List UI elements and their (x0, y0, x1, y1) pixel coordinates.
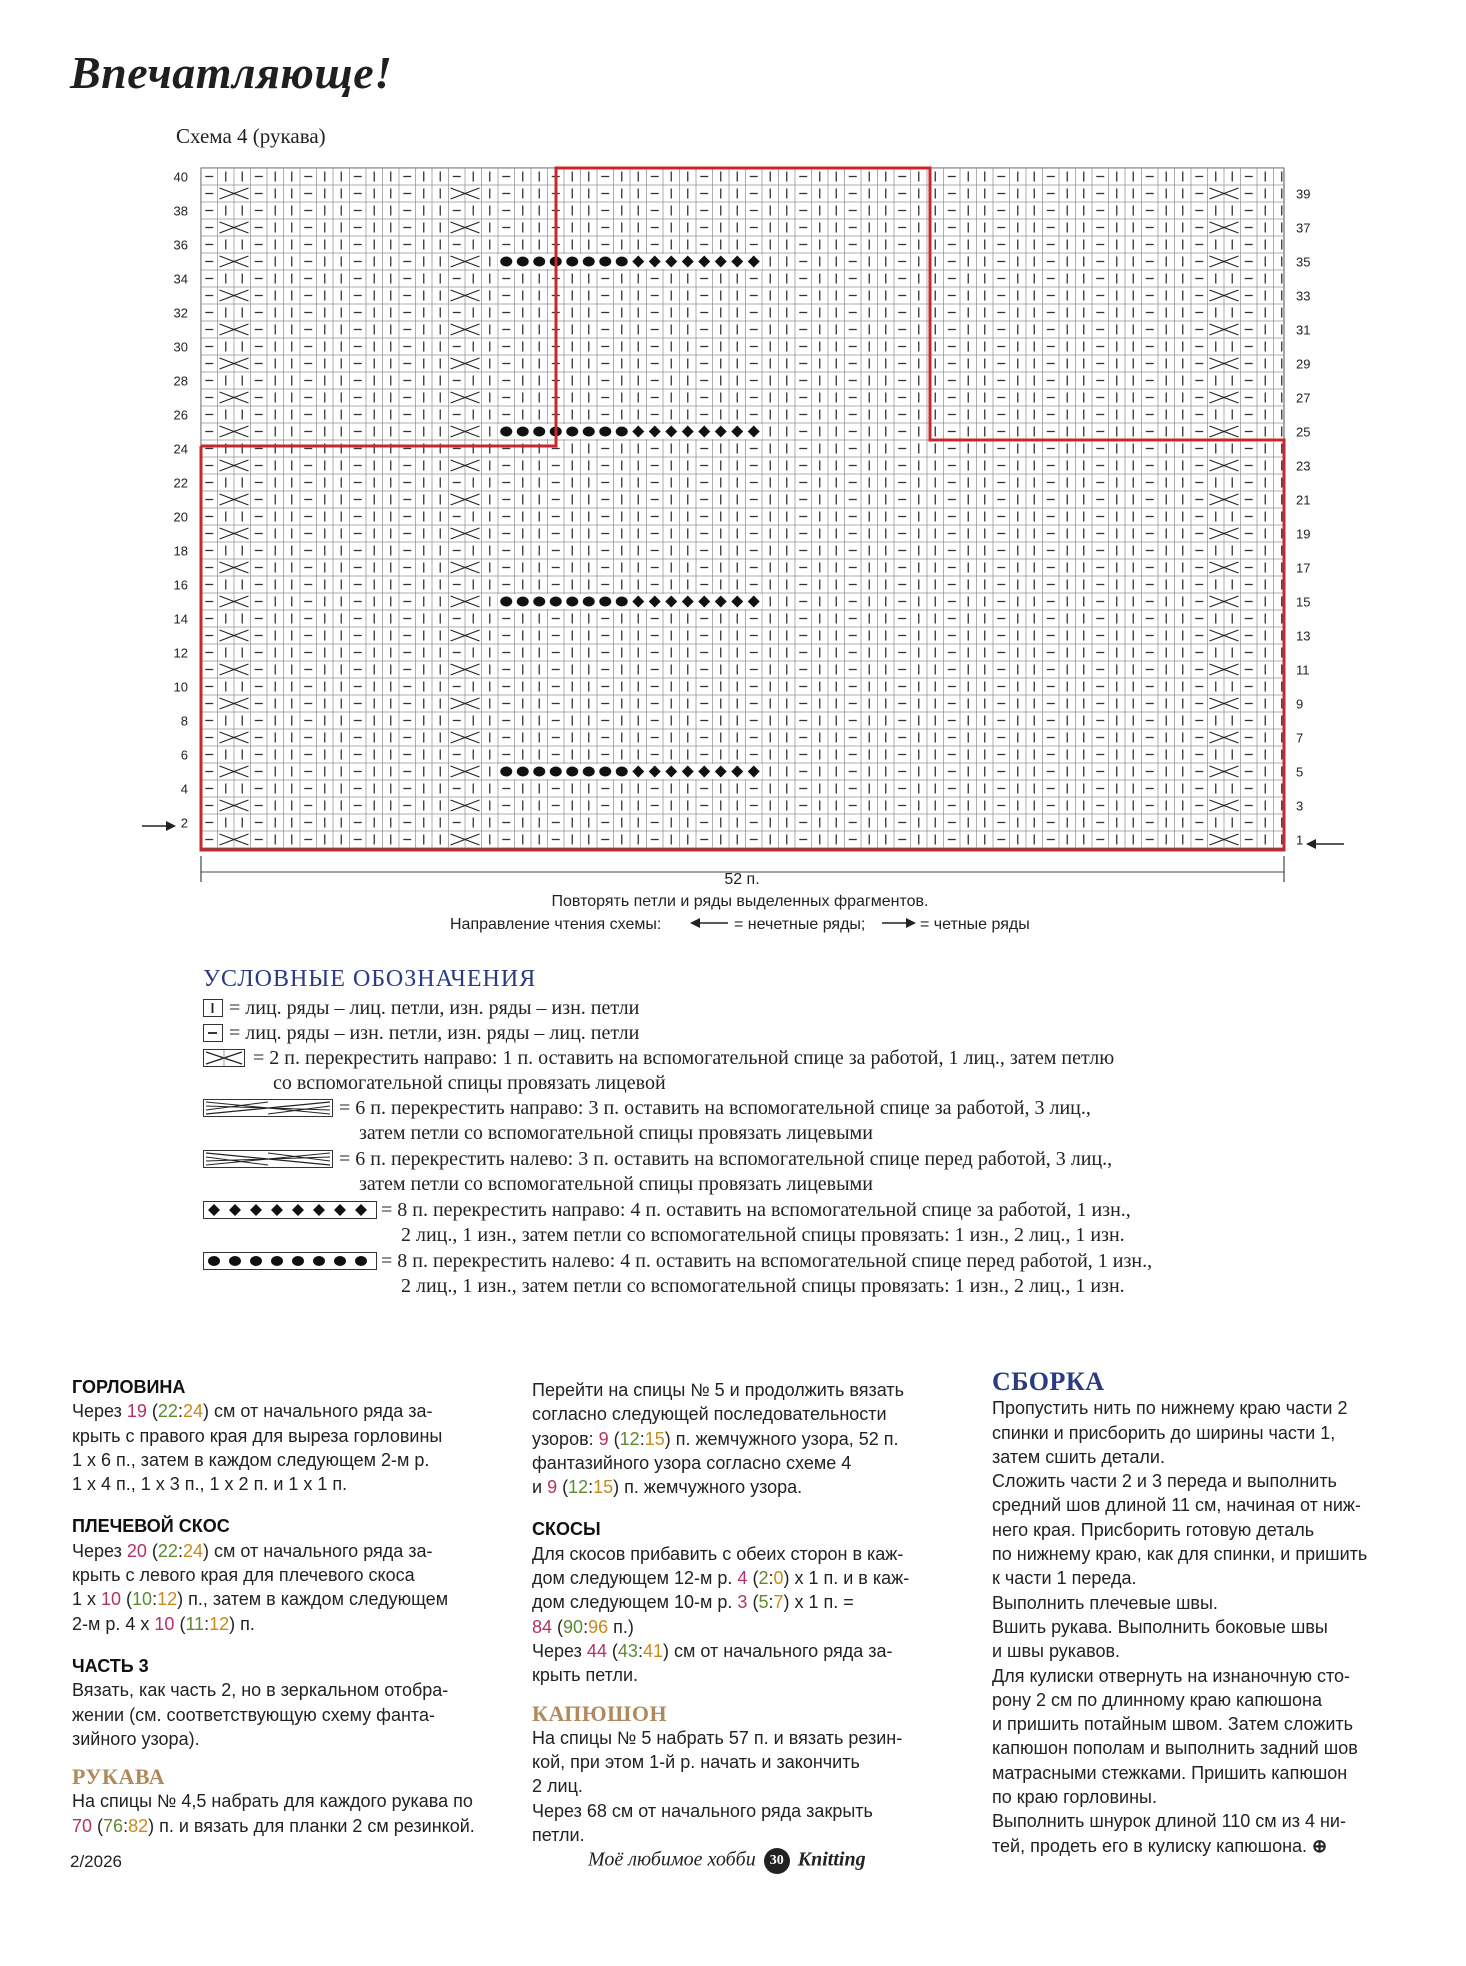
cable-left-bobble (583, 427, 595, 437)
paragraph-line: Выполнить шнурок длиной 110 см из 4 ни- (992, 1811, 1346, 1832)
cable-left-bobble (566, 257, 578, 267)
cable-left-bobble (500, 427, 512, 437)
cable-left-bobble (583, 767, 595, 777)
row-number: 4 (180, 781, 188, 797)
paragraph-line: петли. (532, 1825, 585, 1846)
row-number: 15 (1296, 594, 1311, 610)
paragraph-line: средний шов длиной 11 см, начиная от ниж- (992, 1495, 1361, 1516)
row-number: 26 (173, 407, 188, 423)
paragraph-line: 2 лиц. (532, 1776, 583, 1797)
row-number: 28 (173, 373, 188, 389)
section-title-rukava: РУКАВА (72, 1764, 166, 1790)
paragraph-line: тей, продеть его в кулиску капюшона. ⊕ (992, 1835, 1328, 1856)
row-number: 24 (173, 441, 188, 457)
footer-magazine (588, 1848, 866, 1874)
row-number: 31 (1296, 322, 1311, 338)
cable-left-bobble (599, 767, 611, 777)
cable-left-bobble (566, 767, 578, 777)
paragraph-line: согласно следующей последовательности (532, 1404, 887, 1425)
row-number: 10 (173, 679, 188, 695)
paragraph-line: дом следующем 10-м р. 3 (5:7) х 1 п. = (532, 1592, 854, 1613)
cable-left-bobble (517, 597, 529, 607)
cable-left-bobble (517, 427, 529, 437)
paragraph-line: крыть с левого края для плечевого скоса (72, 1565, 415, 1586)
row-number: 20 (173, 509, 188, 525)
cable-left-bobble (550, 597, 562, 607)
legend-text: = 2 п. перекрестить направо: 1 п. оставить на вспомогательной спице за работой, 1 лиц., затем петлю (253, 1047, 1115, 1069)
section-title-skosy: СКОСЫ (532, 1519, 601, 1540)
paragraph-line: зийного узора). (72, 1728, 200, 1749)
cable-left-bobble (616, 257, 628, 267)
legend-text: 2 лиц., 1 изн., затем петли со вспомогательной спицы провязать: 1 изн., 2 лиц., 1 изн. (401, 1224, 1125, 1246)
paragraph-line: Вязать, как часть 2, но в зеркальном отобра- (72, 1680, 449, 1701)
paragraph-line: Через 44 (43:41) см от начального ряда за- (532, 1640, 893, 1661)
scheme-title: Схема 4 (рукава) (176, 124, 326, 148)
stitch-count: 52 п. (724, 871, 760, 888)
row-number: 23 (1296, 458, 1311, 474)
cable-left-bobble (533, 767, 545, 777)
cable-left-bobble (566, 427, 578, 437)
paragraph-line: На спицы № 4,5 набрать для каждого рукава по (72, 1791, 473, 1812)
page-number: 30 (764, 1848, 790, 1874)
page-title: Впечатляюще! (70, 47, 393, 98)
section-title-part3: ЧАСТЬ 3 (72, 1655, 149, 1676)
row-number: 38 (173, 203, 188, 219)
cable-left-bobble (599, 257, 611, 267)
paragraph-line: кой, при этом 1-й р. начать и закончить (532, 1752, 860, 1773)
row-number: 9 (1296, 696, 1304, 712)
paragraph-line: Выполнить плечевые швы. (992, 1592, 1218, 1613)
paragraph-line: крыть с правого края для выреза горловины (72, 1425, 443, 1446)
direction-odd: = нечетные ряды; (734, 916, 866, 933)
column-right (992, 1367, 1422, 1858)
row-number: 32 (173, 305, 188, 321)
paragraph-line: Перейти на спицы № 5 и продолжить вязать (532, 1380, 905, 1400)
row-number: 16 (173, 577, 188, 593)
legend-text: = 8 п. перекрестить направо: 4 п. оставить на вспомогательной спице за работой, 1 изн., (381, 1199, 1131, 1221)
right-arrow-icon (882, 918, 916, 928)
left-arrow-icon (690, 918, 728, 928)
paragraph-line: по нижнему краю, как для спинки, и пришить (992, 1544, 1368, 1565)
paragraph-line: рону 2 см по длинному краю капюшона (992, 1689, 1322, 1710)
cross-6-left-icon (203, 1150, 333, 1168)
row-number: 25 (1296, 424, 1311, 440)
paragraph-line: Пропустить нить по нижнему краю части 2 (992, 1398, 1348, 1419)
cable-left-bobble (616, 427, 628, 437)
knit-stitch-icon (203, 999, 223, 1017)
legend-text: затем петли со вспомогательной спицы провязать лицевыми (359, 1122, 873, 1144)
cable-left-bobble (599, 427, 611, 437)
repeat-note: Повторять петли и ряды выделенных фрагментов. (551, 893, 929, 910)
cable-left-bobble (533, 427, 545, 437)
cross-6-right-icon (203, 1099, 333, 1117)
row-number: 33 (1296, 288, 1311, 304)
paragraph-line: капюшон пополам и выполнить задний шов (992, 1738, 1358, 1759)
paragraph-line: узоров: 9 (12:15) п. жемчужного узора, 52 п. (532, 1428, 899, 1449)
paragraph-line: 1 х 4 п., 1 х 3 п., 1 х 2 п. и 1 х 1 п. (72, 1474, 348, 1495)
cable-left-bobble (517, 257, 529, 267)
cable-left-bobble (533, 597, 545, 607)
paragraph-line: спинки и присборить до ширины части 1, (992, 1422, 1336, 1443)
section-title-sborka: СБОРКА (992, 1367, 1105, 1396)
paragraph-line: 84 (90:96 п.) (532, 1616, 634, 1637)
row-number: 22 (173, 475, 188, 491)
paragraph-line: Вшить рукава. Выполнить боковые швы (992, 1616, 1328, 1637)
legend-text: 2 лиц., 1 изн., затем петли со вспомогательной спицы провязать: 1 изн., 2 лиц., 1 изн. (401, 1275, 1125, 1297)
row-number: 21 (1296, 492, 1311, 508)
paragraph-line: него края. Присборить готовую деталь (992, 1519, 1315, 1540)
legend-text: = 8 п. перекрестить налево: 4 п. оставить на вспомогательной спице перед работой, 1 изн., (381, 1250, 1153, 1272)
paragraph-line: Для кулиски отвернуть на изнаночную сто- (992, 1665, 1351, 1686)
cable-left-bobble (500, 597, 512, 607)
cable-left-bobble (583, 597, 595, 607)
paragraph-line: крыть петли. (532, 1665, 639, 1686)
cable-left-bobble (599, 597, 611, 607)
row-number: 7 (1296, 730, 1304, 746)
cable-left-bobble (566, 597, 578, 607)
row-number: 5 (1296, 764, 1304, 780)
paragraph-line: Через 19 (22:24) см от начального ряда за- (72, 1401, 433, 1422)
paragraph-line: 2-м р. 4 х 10 (11:12) п. (72, 1613, 255, 1634)
row-number: 34 (173, 271, 188, 287)
row-number: 35 (1296, 254, 1311, 270)
cross-2-icon (203, 1049, 245, 1067)
paragraph-line: по краю горловины. (992, 1787, 1157, 1808)
paragraph-line: Через 20 (22:24) см от начального ряда за- (72, 1540, 433, 1561)
cross-8-left-icon (203, 1252, 377, 1270)
row-number: 17 (1296, 560, 1311, 576)
row-number: 29 (1296, 356, 1311, 372)
end-mark-icon: ⊕ (1307, 1835, 1328, 1856)
row-number: 1 (1296, 832, 1304, 848)
legend-text: со вспомогательной спицы провязать лицевой (273, 1072, 666, 1094)
legend-text: = 6 п. перекрестить направо: 3 п. оставить на вспомогательной спице за работой, 3 лиц., (339, 1097, 1091, 1119)
row-number: 6 (180, 747, 188, 763)
row-numbers-even (174, 170, 188, 831)
row-number: 40 (173, 169, 188, 185)
cable-left-bobble (500, 767, 512, 777)
cable-left-bobble (583, 257, 595, 267)
row-number: 13 (1296, 628, 1311, 644)
row-number: 11 (1296, 662, 1310, 678)
column-left (72, 1375, 512, 1838)
cable-left-bobble (533, 257, 545, 267)
row-number: 27 (1296, 390, 1311, 406)
row-number: 37 (1296, 220, 1311, 236)
paragraph-line: Через 68 см от начального ряда закрыть (532, 1800, 873, 1821)
row-number: 12 (173, 645, 188, 661)
magazine-name: Моё любимое хобби (588, 1848, 756, 1871)
paragraph-line: 1 х 6 п., затем в каждом следующем 2-м р. (72, 1449, 430, 1470)
legend-text: = лиц. ряды – изн. петли, изн. ряды – лиц. петли (229, 1022, 640, 1044)
row-number: 39 (1296, 186, 1311, 202)
row-numbers-odd (1296, 187, 1310, 848)
cable-left-bobble (616, 597, 628, 607)
paragraph-line: Сложить части 2 и 3 переда и выполнить (992, 1471, 1337, 1492)
paragraph-line: к части 1 переда. (992, 1568, 1137, 1589)
paragraph-line: матрасными стежками. Пришить капюшон (992, 1762, 1348, 1783)
paragraph-line: На спицы № 5 набрать 57 п. и вязать резин- (532, 1727, 903, 1748)
section-title-kapushon: КАПЮШОН (532, 1700, 668, 1726)
paragraph-line: жении (см. соответствующую схему фанта- (72, 1704, 435, 1725)
row-number: 19 (1296, 526, 1311, 542)
paragraph-line: и пришить потайным швом. Затем сложить (992, 1714, 1354, 1735)
cross-8-right-icon (203, 1201, 377, 1219)
legend-title: УСЛОВНЫЕ ОБОЗНАЧЕНИЯ (203, 966, 537, 992)
legend-text: = лиц. ряды – лиц. петли, изн. ряды – изн. петли (229, 997, 640, 1019)
purl-stitch-icon (203, 1024, 223, 1042)
paragraph-line: и 9 (12:15) п. жемчужного узора. (532, 1477, 803, 1498)
row-number: 18 (173, 543, 188, 559)
knitting-chart (0, 160, 1466, 940)
row-number: 3 (1296, 798, 1304, 814)
paragraph-line: 70 (76:82) п. и вязать для планки 2 см резинкой. (72, 1815, 475, 1836)
issue-number: 2/2026 (70, 1852, 122, 1871)
section-title-gorlovina: ГОРЛОВИНА (72, 1377, 186, 1397)
row-number: 30 (173, 339, 188, 355)
sborka-text (992, 1396, 1422, 1858)
row-number: 2 (180, 815, 188, 831)
legend-text: = 6 п. перекрестить налево: 3 п. оставить на вспомогательной спице перед работой, 3 лиц., (339, 1148, 1113, 1170)
left-arrow-icon (1306, 839, 1344, 849)
direction-even: = четные ряды (920, 916, 1030, 933)
cable-left-bobble (500, 257, 512, 267)
row-number: 14 (173, 611, 188, 627)
cable-left-bobble (550, 767, 562, 777)
direction-prefix: Направление чтения схемы: (450, 916, 662, 933)
brand-name: Knitting (797, 1848, 866, 1871)
cable-left-bobble (517, 767, 529, 777)
row-number: 36 (173, 237, 188, 253)
right-arrow-icon (142, 821, 176, 831)
paragraph-line: дом следующем 12-м р. 4 (2:0) х 1 п. и в каж- (532, 1568, 910, 1589)
section-title-plech: ПЛЕЧЕВОЙ СКОС (72, 1516, 230, 1537)
column-middle (532, 1378, 972, 1847)
row-number: 8 (180, 713, 188, 729)
cable-left-bobble (616, 767, 628, 777)
paragraph-line: и швы рукавов. (992, 1641, 1121, 1662)
paragraph-line: 1 х 10 (10:12) п., затем в каждом следующем (72, 1589, 449, 1610)
legend-text: затем петли со вспомогательной спицы провязать лицевыми (359, 1173, 873, 1195)
paragraph-line: затем сшить детали. (992, 1446, 1165, 1467)
paragraph-line: Для скосов прибавить с обеих сторон в каж- (532, 1543, 904, 1564)
paragraph-line: фантазийного узора согласно схеме 4 (532, 1452, 852, 1473)
